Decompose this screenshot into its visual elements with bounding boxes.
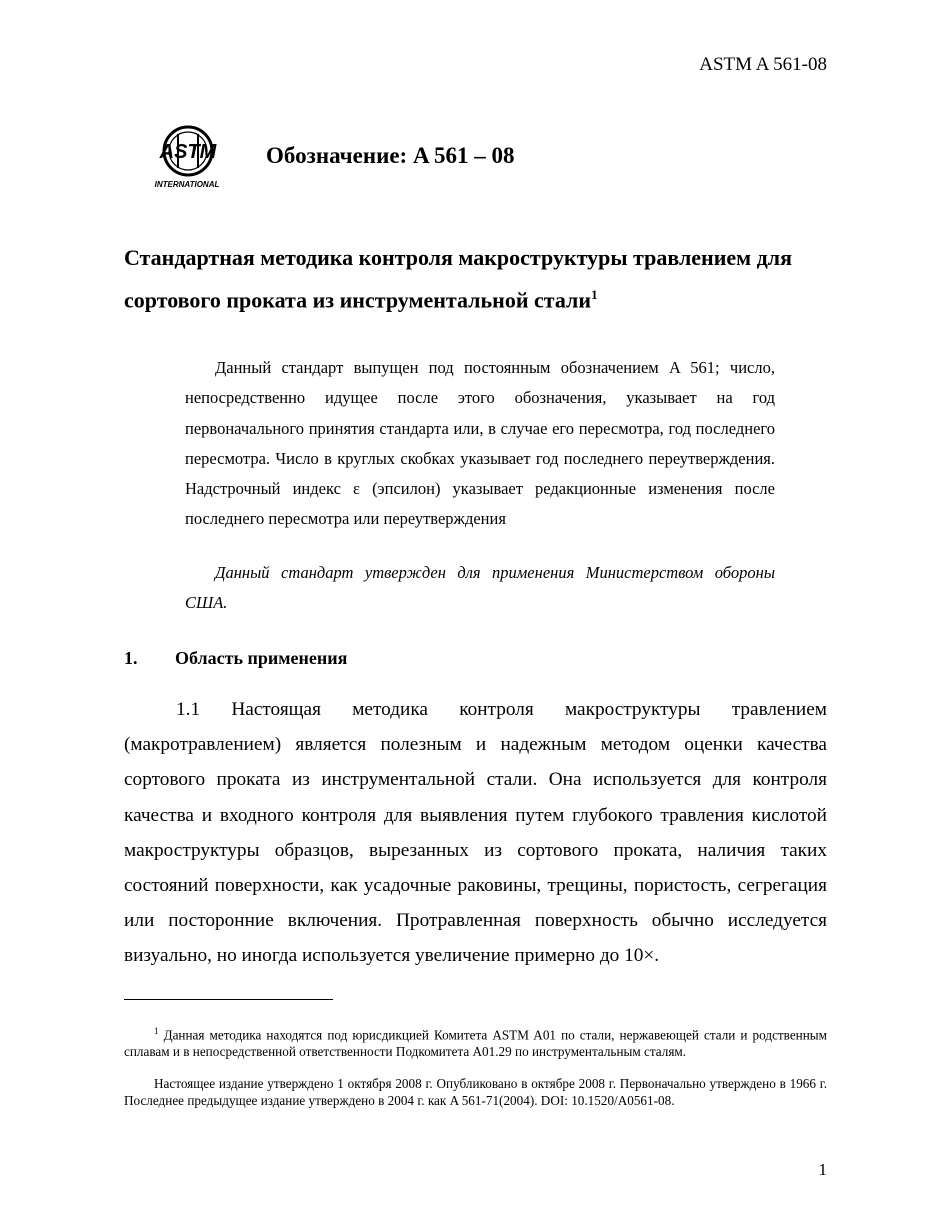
footnote-separator — [124, 999, 333, 1000]
title-footnote-ref: 1 — [591, 287, 598, 302]
section-number: 1. — [124, 648, 138, 668]
svg-text:INTERNATIONAL: INTERNATIONAL — [154, 180, 220, 189]
dod-approval-notice: Данный стандарт утвержден для применения Министерством обороны США. — [185, 563, 775, 613]
document-id-header: ASTM A 561-08 — [699, 54, 827, 75]
designation: Обозначение: A 561 – 08 — [266, 143, 515, 168]
title-text: Стандартная методика контроля макроструктуры травлением для сортового проката из инструментальной стали — [124, 245, 793, 313]
astm-logo-icon — [148, 124, 226, 190]
section-title: Область применения — [175, 648, 348, 668]
footnote-jurisdiction-text: Данная методика находятся под юрисдикцией Комитета ASTM A01 по стали, нержавеющей стали и родственным сплавам и в непосредственной ответственности Подкомитета A01.29 по инструментальным сталям. — [124, 1027, 828, 1059]
footnote-edition: Настоящее издание утверждено 1 октября 2008 г. Опубликовано в октябре 2008 г. Первоначально утверждено в 1966 г. Последнее предыдущее издание утверждено в 2004 г. как A 561-71(2004). DOI: 10.1520/A0561-08. — [124, 1076, 827, 1108]
footnote-marker: 1 — [154, 1026, 159, 1036]
issuance-notice: Данный стандарт выпущен под постоянным обозначением A 561; число, непосредственно идущее после этого обозначения, указывает на год первоначального принятия стандарта или, в случае его пересмотра, год последнего пересмотра. Число в круглых скобках указывает год последнего переутверждения. Надстрочный индекс ε (эпсилон) указывает редакционные изменения после последнего пересмотра или переутверждения — [185, 358, 775, 529]
page-number: 1 — [818, 1160, 827, 1179]
paragraph-1-1: 1.1 Настоящая методика контроля макроструктуры травлением (макротравлением) является полезным и надежным методом оценки качества сортового проката из инструментальной стали. Она используется для контроля качества и входного контроля для выявления путем глубокого травления кислотой макроструктуры образцов, вырезанных из сортового проката, наличия таких состояний поверхности, как усадочные раковины, трещины, пористость, сегрегация или посторонние включения. Протравленная поверхность обычно исследуется визуально, но иногда используется увеличение примерно до 10×. — [124, 699, 827, 967]
astm-logo — [148, 124, 226, 190]
document-title — [124, 239, 844, 318]
footnote-1 — [124, 1023, 827, 1061]
svg-text:ASTM: ASTM — [159, 141, 217, 163]
